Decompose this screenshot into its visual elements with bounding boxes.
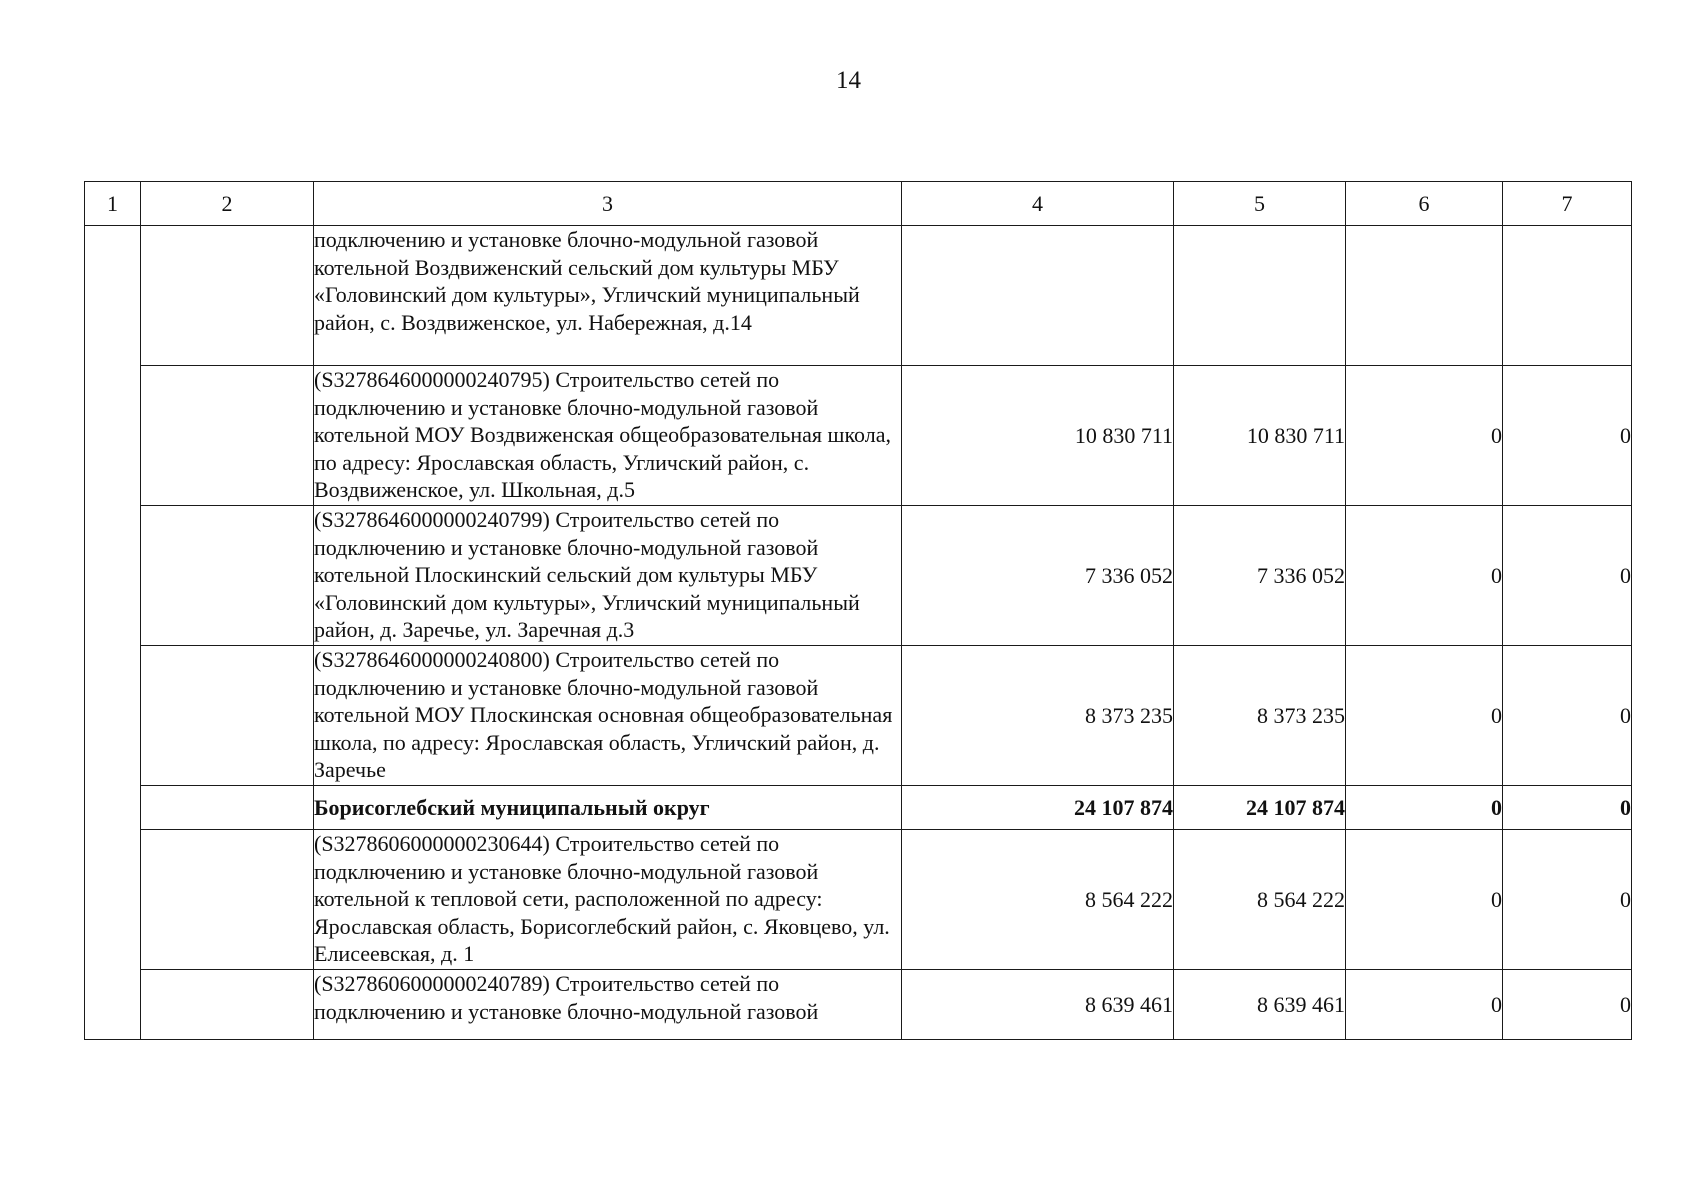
col-6-total: 0: [1346, 786, 1503, 830]
col-7-value: 0: [1503, 646, 1632, 786]
col-1-merged-cell: [85, 226, 141, 1040]
col-6-value: [1346, 226, 1503, 366]
description-cell: (S3278646000000240800) Строительство сетей по подключению и установке блочно-модульной газовой котельной МОУ Плоскинская основная общеобразовательная школа, по адресу: Ярославская область, Угличский район, д. Заречье: [314, 646, 902, 786]
col-4-value: 7 336 052: [902, 506, 1174, 646]
col-4-value: [902, 226, 1174, 366]
col-5-total: 24 107 874: [1174, 786, 1346, 830]
description-cell: подключению и установке блочно-модульной газовой котельной Воздвиженский сельский дом культуры МБУ «Головинский дом культуры», Угличский муниципальный район, с. Воздвиженское, ул. Набережная, д.14: [314, 226, 902, 366]
col-5-value: 10 830 711: [1174, 366, 1346, 506]
col-7-value: [1503, 226, 1632, 366]
col-2-cell: [141, 366, 314, 506]
header-col-4: 4: [902, 182, 1174, 226]
description-cell: (S3278606000000230644) Строительство сетей по подключению и установке блочно-модульной газовой котельной к тепловой сети, расположенной по адресу: Ярославская область, Борисоглебский район, с. Яковцево, ул. Елисеевская, д. 1: [314, 830, 902, 970]
col-2-cell: [141, 506, 314, 646]
col-2-cell: [141, 786, 314, 830]
col-5-value: 8 564 222: [1174, 830, 1346, 970]
table-row: [85, 366, 1632, 506]
header-col-2: 2: [141, 182, 314, 226]
header-row: [85, 182, 1632, 226]
header-col-7: 7: [1503, 182, 1632, 226]
page-number: 14: [836, 67, 861, 94]
col-6-value: 0: [1346, 366, 1503, 506]
table-row-subtotal: [85, 786, 1632, 830]
description-cell: (S3278646000000240799) Строительство сетей по подключению и установке блочно-модульной газовой котельной Плоскинский сельский дом культуры МБУ «Головинский дом культуры», Угличский муниципальный район, д. Заречье, ул. Заречная д.3: [314, 506, 902, 646]
col-5-value: 8 373 235: [1174, 646, 1346, 786]
col-4-value: 8 639 461: [902, 970, 1174, 1040]
col-7-value: 0: [1503, 366, 1632, 506]
district-name: Борисоглебский муниципальный округ: [314, 786, 902, 830]
col-5-value: 7 336 052: [1174, 506, 1346, 646]
col-5-value: [1174, 226, 1346, 366]
col-2-cell: [141, 646, 314, 786]
col-2-cell: [141, 226, 314, 366]
table-body: [85, 226, 1632, 1040]
description-cell: (S3278646000000240795) Строительство сетей по подключению и установке блочно-модульной газовой котельной МОУ Воздвиженская общеобразовательная школа, по адресу: Ярославская область, Угличский район, с. Воздвиженское, ул. Школьная, д.5: [314, 366, 902, 506]
col-4-value: 8 564 222: [902, 830, 1174, 970]
description-cell: (S3278606000000240789) Строительство сетей по подключению и установке блочно-модульной газовой: [314, 970, 902, 1040]
col-6-value: 0: [1346, 970, 1503, 1040]
header-col-5: 5: [1174, 182, 1346, 226]
col-7-value: 0: [1503, 830, 1632, 970]
col-7-value: 0: [1503, 970, 1632, 1040]
col-7-value: 0: [1503, 506, 1632, 646]
budget-table: [84, 181, 1632, 1040]
header-col-6: 6: [1346, 182, 1503, 226]
table-row: [85, 830, 1632, 970]
col-6-value: 0: [1346, 830, 1503, 970]
header-col-1: 1: [85, 182, 141, 226]
col-5-value: 8 639 461: [1174, 970, 1346, 1040]
table-row: [85, 646, 1632, 786]
col-7-total: 0: [1503, 786, 1632, 830]
table-header: [85, 182, 1632, 226]
col-4-value: 8 373 235: [902, 646, 1174, 786]
table-row: [85, 506, 1632, 646]
col-2-cell: [141, 830, 314, 970]
table-row: [85, 970, 1632, 1040]
col-6-value: 0: [1346, 506, 1503, 646]
col-6-value: 0: [1346, 646, 1503, 786]
col-4-value: 10 830 711: [902, 366, 1174, 506]
table-row: [85, 226, 1632, 366]
col-2-cell: [141, 970, 314, 1040]
header-col-3: 3: [314, 182, 902, 226]
col-4-total: 24 107 874: [902, 786, 1174, 830]
